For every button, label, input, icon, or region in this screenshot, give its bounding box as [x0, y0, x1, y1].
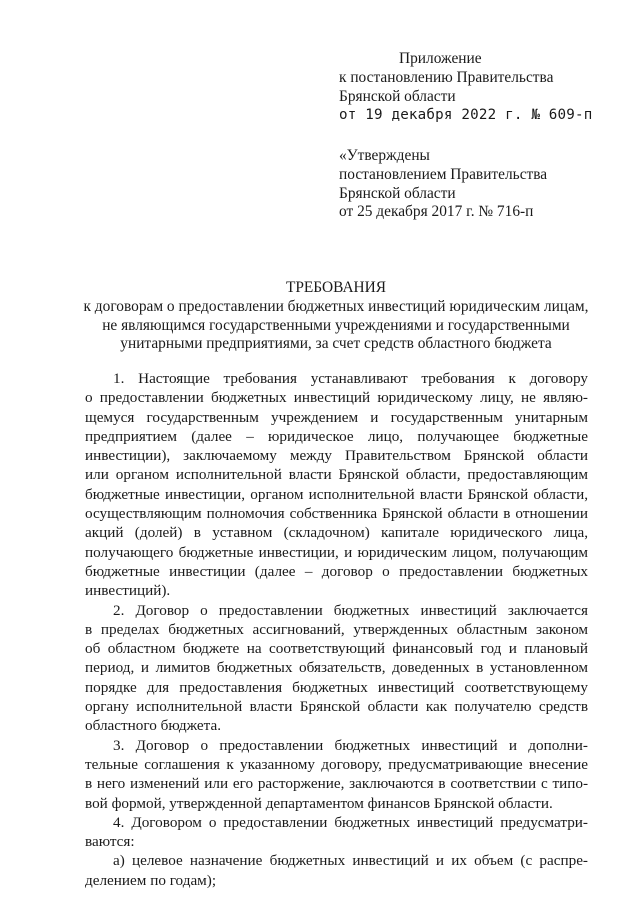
body-line: тельные соглашения к указанному договору, предусматривающие внесение — [85, 755, 588, 773]
body-line: органу исполнительной власти Брянской области как получателю средств — [85, 698, 588, 716]
approval-header-line: Приложение — [399, 50, 482, 67]
body-line: инвестиции), заключаемому между Правительством Брянской области — [85, 447, 588, 465]
approved-header-line: постановлением Правительства — [339, 165, 548, 183]
title-subtitle-line: не являющимся государственными учреждениями и государственными — [102, 316, 570, 334]
title-subtitle-line: унитарными предприятиями, за счет средств областного бюджета — [120, 335, 552, 353]
body-line: получающего бюджетные инвестиции, и юридическим лицом, получающим — [85, 543, 588, 561]
body-line: вой формой, утвержденной департаментом финансов Брянской области. — [85, 794, 553, 812]
body-line: 4. Договором о предоставлении бюджетных инвестиций предусматри- — [113, 813, 588, 831]
body-line: об областном бюджете на соответствующий финансовый год и плановый — [85, 640, 588, 658]
approval-header — [339, 50, 619, 125]
body-line: период, и лимитов бюджетных обязательств, доведенных в установленном — [85, 659, 588, 677]
body-line: делением по годам); — [85, 871, 217, 889]
title-subtitle-line: к договорам о предоставлении бюджетных инвестиций юридическим лицам, — [83, 297, 589, 315]
body-line: предприятием (далее – юридическое лицо, получающее бюджетные — [85, 427, 588, 445]
body-line: ваются: — [85, 833, 135, 851]
approved-header-line: от 25 декабря 2017 г. № 716-п — [339, 203, 534, 221]
body-line: или органом исполнительной власти Брянской области, предоставляющим — [85, 466, 588, 484]
document-title — [60, 279, 612, 354]
body-line: бюджетные инвестиции (далее – договор о предоставлении бюджетных — [85, 562, 588, 580]
body-line: в него изменений или его расторжение, заключаются в соответствии с типо- — [85, 775, 588, 793]
body-line: 1. Настоящие требования устанавливают требования к договору — [113, 370, 588, 387]
approval-header-line: к постановлению Правительства — [339, 68, 554, 86]
document-body — [85, 369, 588, 890]
approval-date-number: от 19 декабря 2022 г. № 609-п — [339, 107, 593, 124]
body-line: а) целевое назначение бюджетных инвестиций и их объем (с распре- — [113, 852, 588, 870]
approved-header-line: Брянской области — [339, 184, 456, 202]
body-line: акций (долей) в уставном (складочном) капитале юридического лица, — [85, 524, 588, 542]
body-line: о предоставлении бюджетных инвестиций юридическому лицу, не являю- — [85, 389, 588, 407]
body-line: в пределах бюджетных ассигнований, утвержденных областным законом — [85, 620, 588, 638]
body-line: 3. Договор о предоставлении бюджетных инвестиций и дополни- — [113, 736, 588, 754]
body-line: 2. Договор о предоставлении бюджетных инвестиций заключается — [113, 601, 588, 619]
approved-header — [339, 147, 619, 222]
approved-header-line: «Утверждены — [339, 147, 430, 164]
body-line: осуществляющим полномочия собственника Брянской области в отношении — [85, 505, 588, 523]
body-line: инвестиций). — [85, 582, 171, 600]
body-line: бюджетные инвестиции, органом исполнительной власти Брянской области, — [85, 485, 588, 503]
body-line: порядке для предоставления бюджетных инвестиций соответствующему — [85, 678, 588, 696]
title-heading: ТРЕБОВАНИЯ — [285, 279, 387, 296]
body-line: щемуся государственным учреждением и государственным унитарным — [85, 408, 588, 426]
body-line: областного бюджета. — [85, 717, 222, 735]
approval-header-line: Брянской области — [339, 87, 456, 105]
